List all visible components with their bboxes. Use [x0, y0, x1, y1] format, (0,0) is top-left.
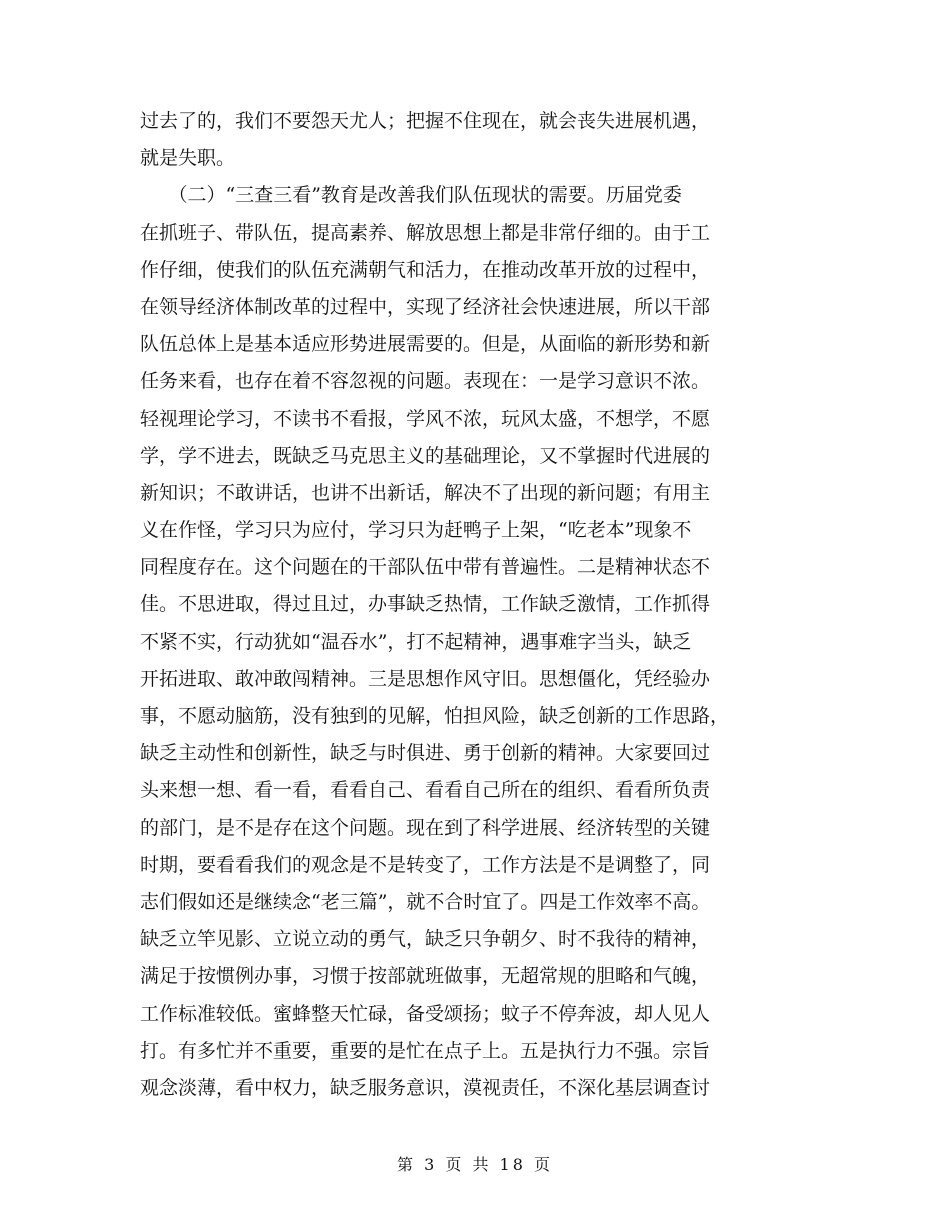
page-footer: 第 3 页 共 18 页 — [397, 1155, 553, 1174]
text-line: 在领导经济体制改革的过程中，实现了经济社会快速进展，所以干部 — [140, 295, 711, 318]
text-line: 学，学不进去，既缺乏马克思主义的基础理论，又不掌握时代进展的 — [140, 444, 711, 467]
text-line: 头来想一想、看一看，看看自己、看看自己所在的组织、看看所负责 — [140, 779, 711, 802]
text-line: 满足于按惯例办事，习惯于按部就班做事，无超常规的胆略和气魄， — [140, 965, 711, 988]
text-line: 时期，要看看我们的观念是不是转变了，工作方法是不是调整了，同 — [140, 853, 711, 876]
text-line: 轻视理论学习，不读书不看报，学风不浓，玩风太盛，不想学，不愿 — [140, 407, 711, 430]
body-text — [140, 103, 820, 1107]
text-line: 的部门，是不是存在这个问题。现在到了科学进展、经济转型的关键 — [140, 816, 711, 839]
text-line: 义在作怪，学习只为应付，学习只为赶鸭子上架，“吃老本”现象不 — [140, 519, 692, 542]
text-line: 队伍总体上是基本适应形势进展需要的。但是，从面临的新形势和新 — [140, 333, 711, 356]
text-line: 工作标准较低。蜜蜂整天忙碌，备受颂扬；蚊子不停奔波，却人见人 — [140, 1002, 711, 1025]
text-line: 在抓班子、带队伍，提高素养、解放思想上都是非常仔细的。由于工 — [140, 221, 711, 244]
text-line: 开拓进取、敢冲敢闯精神。三是思想作风守旧。思想僵化，凭经验办 — [140, 667, 711, 690]
text-line: 同程度存在。这个问题在的干部队伍中带有普遍性。二是精神状态不 — [140, 556, 711, 579]
text-line: 不紧不实，行动犹如“温吞水”，打不起精神，遇事难字当头，缺乏 — [140, 630, 692, 653]
text-line: 缺乏主动性和创新性，缺乏与时俱进、勇于创新的精神。大家要回过 — [140, 742, 711, 765]
text-line: 佳。不思进取，得过且过，办事缺乏热情，工作缺乏激情，工作抓得 — [140, 593, 711, 616]
text-line: 任务来看，也存在着不容忽视的问题。表现在：一是学习意识不浓。 — [140, 370, 711, 393]
text-line: 新知识；不敢讲话，也讲不出新话，解决不了出现的新问题；有用主 — [140, 481, 711, 504]
text-line: 打。有多忙并不重要，重要的是忙在点子上。五是执行力不强。宗旨 — [140, 1039, 711, 1062]
text-line: （二）“三查三看”教育是改善我们队伍现状的需要。历届党委 — [140, 184, 682, 207]
text-line: 事，不愿动脑筋，没有独到的见解，怕担风险，缺乏创新的工作思路， — [140, 705, 730, 727]
text-line: 缺乏立竿见影、立说立动的勇气，缺乏只争朝夕、时不我待的精神， — [140, 928, 711, 951]
text-line: 观念淡薄，看中权力，缺乏服务意识，漠视责任，不深化基层调查讨 — [140, 1076, 711, 1099]
text-line: 志们假如还是继续念“老三篇”，就不合时宜了。四是工作效率不高。 — [140, 890, 711, 913]
text-line: 作仔细，使我们的队伍充满朝气和活力，在推动改革开放的过程中， — [140, 258, 711, 281]
text-line: 过去了的，我们不要怨天尤人；把握不住现在，就会丧失进展机遇， — [140, 110, 711, 132]
text-line: 就是失职。 — [140, 147, 236, 170]
